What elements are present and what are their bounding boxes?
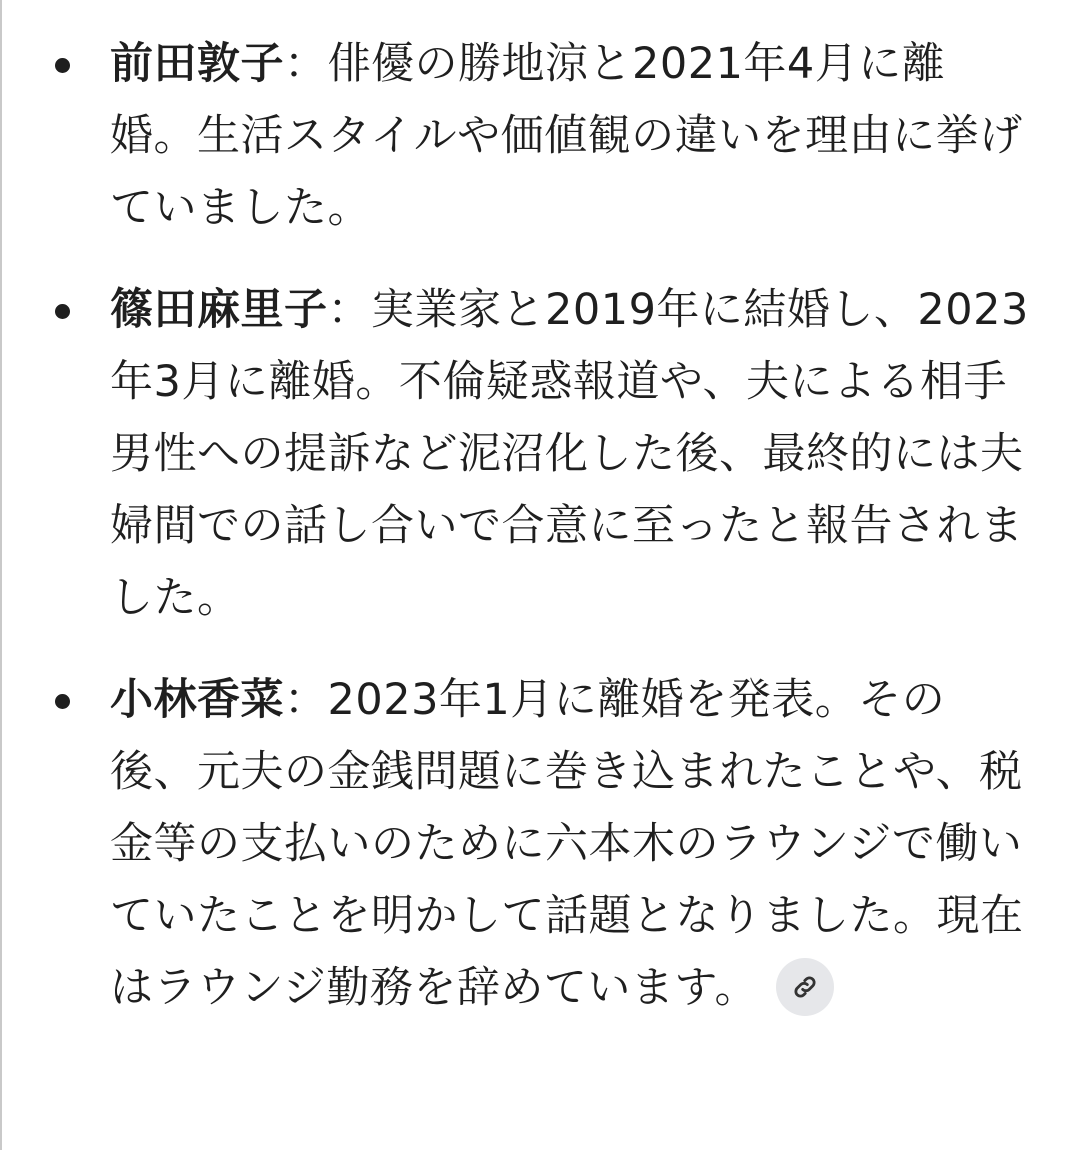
bullet <box>55 58 70 73</box>
bullet <box>55 694 70 709</box>
person-name: 前田敦子 <box>110 39 284 89</box>
divorce-list <box>0 28 1080 1054</box>
source-link-button[interactable] <box>776 958 834 1016</box>
list-item <box>0 28 1080 244</box>
bullet <box>55 304 70 319</box>
person-name: 小林香菜 <box>110 675 284 725</box>
item-description: ：俳優の勝地涼と2021年4月に離婚。生活スタイルや価値観の違いを理由に挙げていました。 <box>110 39 1023 233</box>
item-description: ：実業家と2019年に結婚し、2023年3月に離婚。不倫疑惑報道や、夫による相手男性への提訴など泥沼化した後、最終的には夫婦間での話し合いで合意に至ったと報告されました。 <box>110 285 1029 623</box>
person-name: 篠田麻里子 <box>110 285 328 335</box>
list-item <box>0 274 1080 634</box>
item-description: ：2023年1月に離婚を発表。その後、元夫の金銭問題に巻き込まれたことや、税金等の支払いのために六本木のラウンジで働いていたことを明かして話題となりました。現在はラウンジ勤務を辞めています。 <box>110 675 1024 1013</box>
link-icon <box>791 973 819 1001</box>
list-item <box>0 664 1080 1024</box>
list-item-text <box>110 28 1030 244</box>
list-item-text <box>110 664 1030 1024</box>
list-item-text <box>110 274 1030 634</box>
